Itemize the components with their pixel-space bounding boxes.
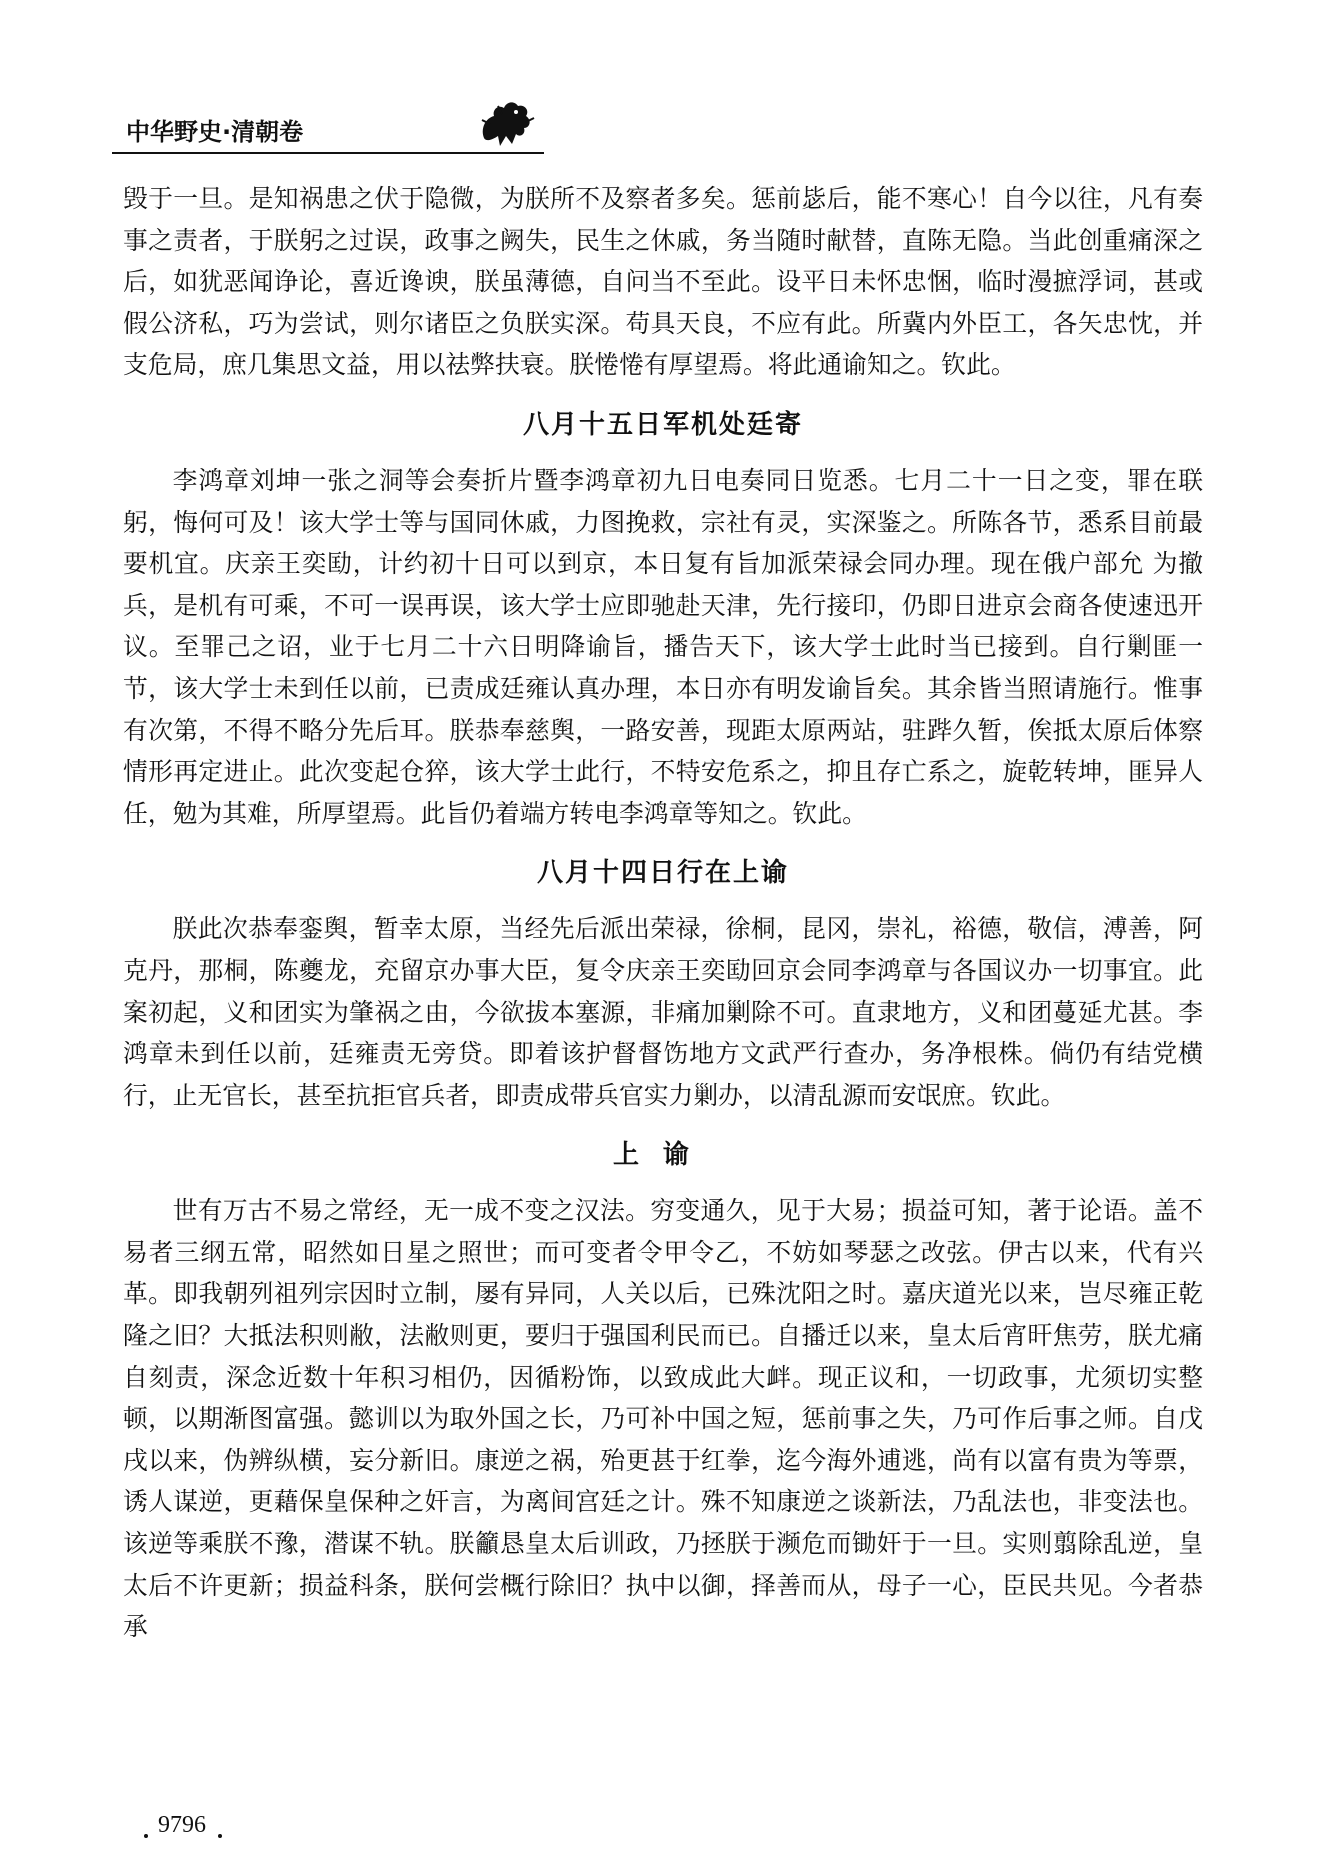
dragon-emblem-icon xyxy=(476,94,536,150)
page-number-dot-left xyxy=(144,1834,148,1838)
book-title: 中华野史·清朝卷 xyxy=(126,118,304,146)
page-body xyxy=(123,178,1203,1648)
section-heading: 八月十五日军机处廷寄 xyxy=(522,409,803,440)
running-header xyxy=(112,84,544,154)
header-rule xyxy=(112,152,544,154)
paragraph: 世有万古不易之常经，无一成不变之汉法。穷变通久，见于大易；损益可知，著于论语。盖不易者三纲五常，昭然如日星之照世；而可变者令甲令乙，不妨如琴瑟之改弦。伊古以来，代有兴革。即我朝列祖列宗因时立制，屡有异同，人关以后，已殊沈阳之时。嘉庆道光以来，岂尽雍正乾隆之旧？大抵法积则敝，法敝则更，要归于强国利民而已。自播迁以来，皇太后宵旰焦劳，朕尤痛自刻责，深念近数十年积习相仍，因循粉饰，以致成此大衅。现正议和，一切政事，尤须切实整顿，以期渐图富强。懿训以为取外国之长，乃可补中国之短，惩前事之失，乃可作后事之师。自戊戌以来，伪辨纵横，妄分新旧。康逆之祸，殆更甚于红拳，迄今海外逋逃，尚有以富有贵为等票，诱人谋逆，更藉保皇保种之奸言，为离间宫廷之计。殊不知康逆之谈新法，乃乱法也，非变法也。该逆等乘朕不豫，潜谋不轨。朕籲恳皇太后训政，乃拯朕于濒危而锄奸于一旦。实则翦除乱逆，皇太后不许更新；损益科条，朕何尝概行除旧？执中以御，择善而从，母子一心，臣民共见。今者恭承 xyxy=(123,1196,1203,1642)
paragraph: 毁于一旦。是知祸患之伏于隐微，为朕所不及察者多矣。惩前毖后，能不寒心！自今以往，凡有奏事之责者，于朕躬之过误，政事之阙失，民生之休戚，务当随时献替，直陈无隐。当此创重痛深之后，如犹恶闻诤论，喜近谗谀，朕虽薄德，自问当不至此。设平日未怀忠悃，临时漫摭浮词，甚或假公济私，巧为尝试，则尔诸臣之负朕实深。苟具天良，不应有此。所冀内外臣工，各矢忠忱，并支危局，庶几集思文益，用以祛弊扶衰。朕惓惓有厚望焉。将此通谕知之。钦此。 xyxy=(123,184,1203,380)
page-number: 9796 xyxy=(158,1812,206,1838)
paragraph: 朕此次恭奉銮舆，暂幸太原，当经先后派出荣禄，徐桐，昆冈，崇礼，裕德，敬信，溥善，阿克丹，那桐，陈夔龙，充留京办事大臣，复令庆亲王奕劻回京会同李鸿章与各国议办一切事宜。此案初起，义和团实为肇祸之由，今欲拔本塞源，非痛加剿除不可。直隶地方，义和团蔓延尤甚。李鸿章未到任以前，廷雍责无旁贷。即着该护督督饬地方文武严行查办，务净根株。倘仍有结党横行，止无官长，甚至抗拒官兵者，即责成带兵官实力剿办，以清乱源而安氓庶。钦此。 xyxy=(123,914,1203,1110)
paragraph: 李鸿章刘坤一张之洞等会奏折片暨李鸿章初九日电奏同日览悉。七月二十一日之变，罪在联躬，悔何可及！该大学士等与国同休戚，力图挽救，宗社有灵，实深鉴之。所陈各节，悉系目前最要机宜。庆亲王奕劻，计约初十日可以到京，本日复有旨加派荣禄会同办理。现在俄户部允 为撤兵，是机有可乘，不可一误再误，该大学士应即驰赴天津，先行接印，仍即日进京会商各使速迅开议。至罪己之诏，业于七月二十六日明降谕旨，播告天下，该大学士此时当已接到。自行剿匪一节，该大学士未到任以前，已责成廷雍认真办理，本日亦有明发谕旨矣。其余皆当照请施行。惟事有次第，不得不略分先后耳。朕恭奉慈舆，一路安善，现距太原两站，驻跸久暂，俟抵太原后体察情形再定进止。此次变起仓猝，该大学士此行，不特安危系之，抑且存亡系之，旋乾转坤，匪异人任，勉为其难，所厚望焉。此旨仍着端方转电李鸿章等知之。钦此。 xyxy=(123,465,1203,828)
page-number-dot-right xyxy=(218,1834,222,1838)
section-heading: 八月十四日行在上谕 xyxy=(536,858,789,889)
section-heading: 上谕 xyxy=(612,1140,713,1171)
